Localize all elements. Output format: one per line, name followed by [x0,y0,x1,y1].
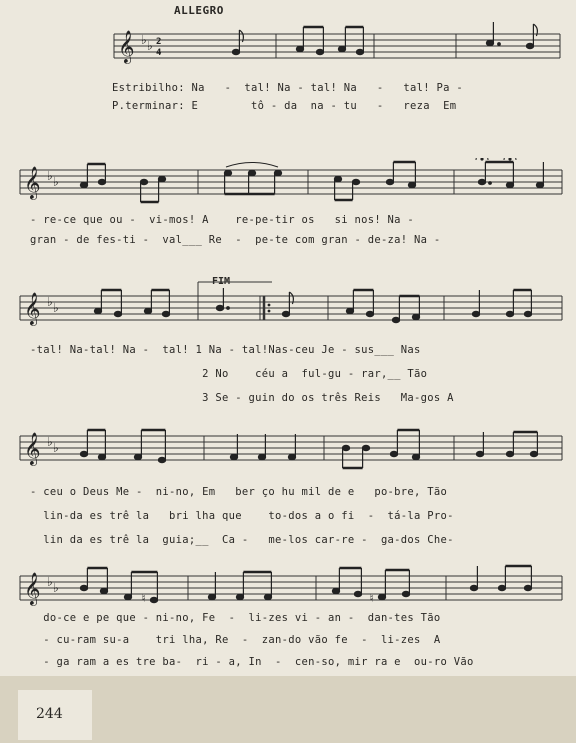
svg-text:♭: ♭ [52,175,60,190]
staff-2 [16,158,572,206]
staff-5 [16,562,572,614]
lyric-line: - cu-ram su-a tri lha, Re - zan-do vão fe - li-zes A [30,634,441,646]
svg-text:♭: ♭ [140,33,148,48]
svg-text:2: 2 [156,37,162,47]
svg-text:♮: ♮ [368,591,376,605]
svg-text:♮: ♮ [140,591,148,605]
staff-3 [16,280,572,332]
svg-text:𝄞: 𝄞 [24,572,41,605]
lyric-line: lin da es trê la guia;__ Ca - me-los car-re - ga-dos Che- [30,534,454,546]
svg-text:♭: ♭ [52,441,60,456]
svg-text:𝄞: 𝄞 [118,30,135,63]
svg-text:𝄞: 𝄞 [24,432,41,465]
svg-text:4: 4 [156,48,162,58]
lyric-line: do-ce e pe que - ni-no, Fe - li-zes vi - an - dan-tes Tão [30,612,441,624]
svg-text:𝄞: 𝄞 [24,166,41,199]
lyric-line: 2 No céu a ful-gu - rar,__ Tão [30,368,428,380]
staff-1 [110,22,570,72]
lyric-line: Estribilho: Na - tal! Na - tal! Na - tal! Pa - [112,82,463,94]
svg-text:♭: ♭ [46,435,54,450]
lyric-line: -tal! Na-tal! Na - tal! 1 Na - tal!Nas-ceu Je - sus___ Nas [30,344,421,356]
lyric-line: gran - de fes-ti - val___ Re - pe-te com gran - de-za! Na - [30,234,441,246]
lyric-line: - ceu o Deus Me - ni-no, Em ber ço hu mil de e po-bre, Tão [30,486,448,498]
svg-text:♭: ♭ [46,169,54,184]
lyric-line: - ga ram a es tre ba- ri - a, In - cen-so, mir ra e ou-ro Vão [30,656,474,668]
lyric-line: lin-da es trê la bri lha que to-dos a o fi - tá-la Pro- [30,510,454,522]
page-number: 244 [36,706,63,722]
lyric-line: P.terminar: E tô - da na - tu - reza Em [112,100,457,112]
lyric-line: 3 Se - guin do os três Reis Ma-gos A [30,392,454,404]
svg-text:♭: ♭ [46,295,54,310]
staff-4 [16,422,572,474]
svg-text:♭: ♭ [52,581,60,596]
tempo-marking: ALLEGRO [174,4,224,17]
fim-marker: FIM [212,276,231,287]
lyric-line: - re-ce que ou - vi-mos! A re-pe-tir os si nos! Na - [30,214,415,226]
svg-text:♭: ♭ [46,575,54,590]
svg-text:𝄞: 𝄞 [24,292,41,325]
svg-text:♭: ♭ [52,301,60,316]
svg-text:♭: ♭ [146,39,154,54]
